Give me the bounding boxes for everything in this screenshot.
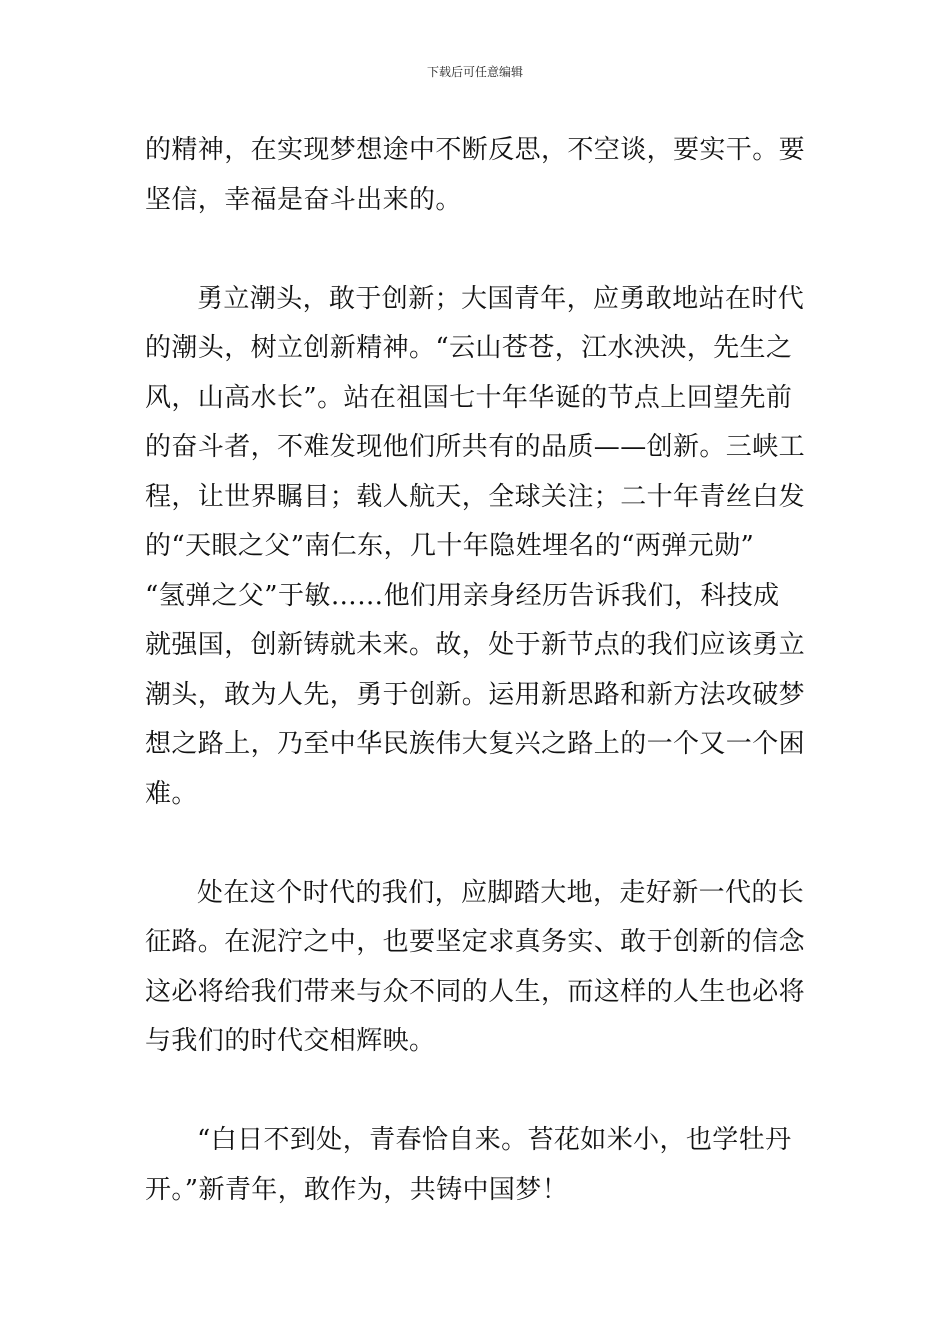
text-line: 开。”新青年，敢作为，共铸中国梦！	[145, 1174, 569, 1205]
text-line: 难。	[145, 778, 198, 809]
text-line: 征路。在泥泞之中，也要坚定求真务实、敢于创新的信念	[145, 927, 806, 957]
text-line: “氢弹之父”于敏……他们用亲身经历告诉我们，科技成	[145, 580, 780, 611]
page-header: 下载后可任意编辑	[426, 65, 523, 79]
text-line: 坚信，幸福是奋斗出来的。	[145, 184, 462, 215]
text-line: 的奋斗者，不难发现他们所共有的品质——创新。三峡工	[145, 432, 806, 462]
text-line: 风，山高水长”。站在祖国七十年华诞的节点上回望先前	[145, 382, 793, 413]
paragraph	[145, 275, 807, 820]
text-line: 的潮头，树立创新精神。“云山苍苍，江水泱泱，先生之	[145, 333, 793, 363]
text-line: 程，让世界瞩目；载人航天，全球关注；二十年青丝白发	[145, 481, 806, 512]
text-line: 与我们的时代交相辉映。	[145, 1026, 436, 1056]
text-line: 的“天眼之父”南仁东，几十年隐姓埋名的“两弹元勋”	[145, 531, 755, 561]
text-line: 就强国，创新铸就未来。故，处于新节点的我们应该勇立	[145, 630, 806, 660]
document-body	[145, 126, 807, 1215]
text-line: 想之路上，乃至中华民族伟大复兴之路上的一个又一个困	[145, 729, 806, 759]
paragraph	[145, 869, 807, 1067]
text-line: 的精神，在实现梦想途中不断反思，不空谈，要实干。要	[145, 135, 806, 165]
paragraph	[145, 1116, 807, 1215]
text-line: 处在这个时代的我们，应脚踏大地，走好新一代的长	[197, 877, 805, 908]
text-line: “白日不到处，青春恰自来。苔花如米小，也学牡丹	[197, 1125, 792, 1155]
text-line: 潮头，敢为人先，勇于创新。运用新思路和新方法攻破梦	[145, 679, 806, 710]
text-line: 这必将给我们带来与众不同的人生，而这样的人生也必将	[145, 976, 806, 1007]
paragraph	[145, 126, 807, 225]
text-line: 勇立潮头，敢于创新；大国青年，应勇敢地站在时代	[197, 283, 805, 314]
